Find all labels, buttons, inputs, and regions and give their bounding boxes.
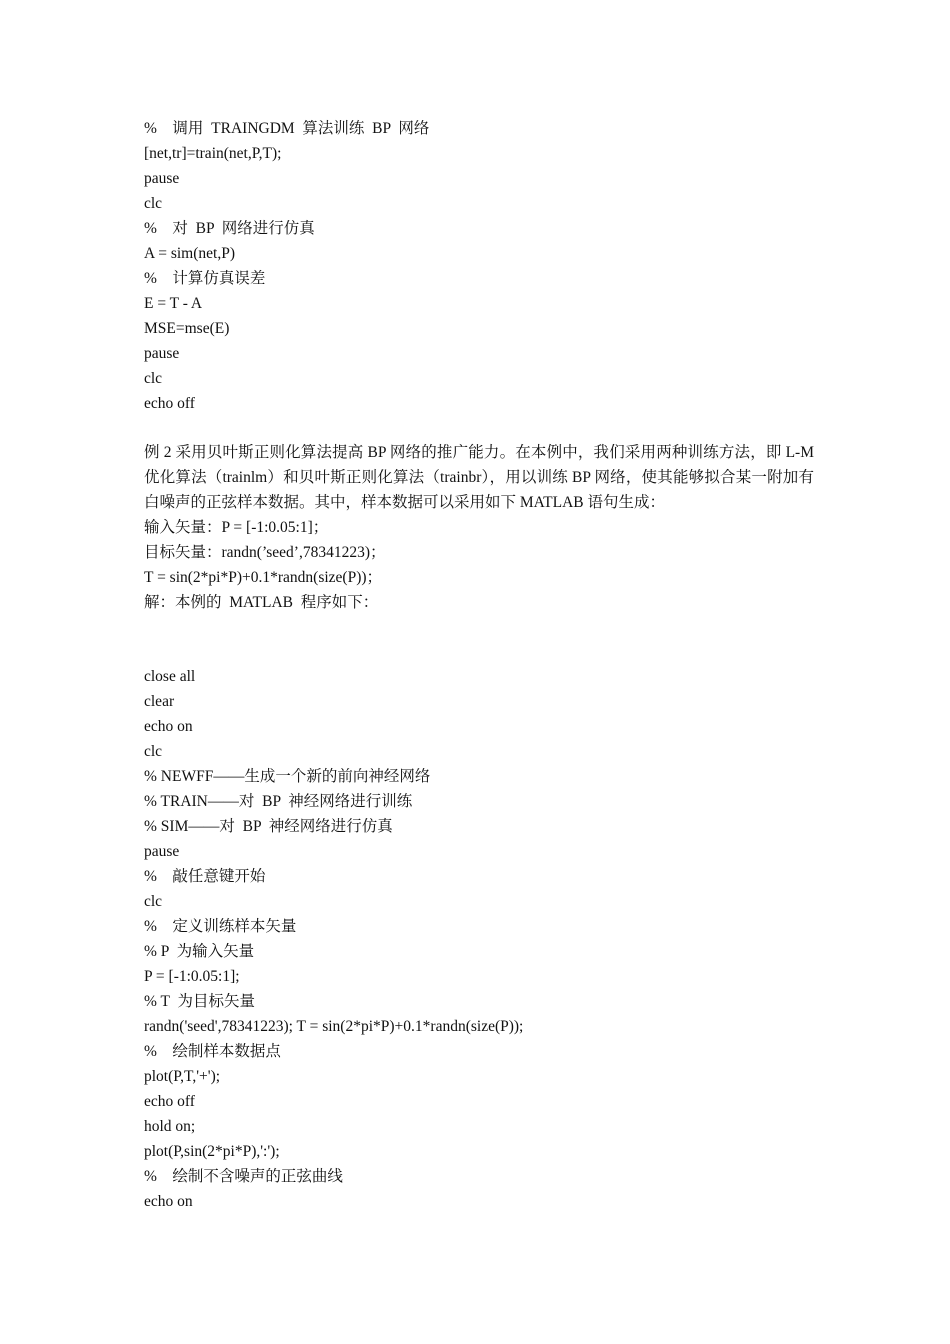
code-line: % 定义训练样本矢量 [144, 918, 297, 935]
code-line: E = T - A [144, 295, 203, 312]
code-line: clc [144, 370, 163, 387]
code-line: MSE=mse(E) [144, 320, 230, 337]
code-line: % TRAIN——对 BP 神经网络进行训练 [144, 793, 413, 810]
example-line: 目标矢量：randn(’seed’,78341223)； [144, 544, 386, 561]
example-block [144, 440, 814, 615]
code-line: [net,tr]=train(net,P,T); [144, 145, 282, 162]
example-paragraph: 例 2 采用贝叶斯正则化算法提高 BP 网络的推广能力。在本例中，我们采用两种训练方法，即 L-M 优化算法（trainlm）和贝叶斯正则化算法（trainbr），用以训练 BP 网络，使其能够拟合某一附加有白噪声的正弦样本数据。其中，样本数据可以采用如下 MATLAB 语句生成： [144, 444, 814, 511]
code-line: pause [144, 843, 180, 860]
code-line: randn('seed',78341223); T = sin(2*pi*P)+0.1*randn(size(P)); [144, 1018, 524, 1035]
example-line: T = sin(2*pi*P)+0.1*randn(size(P))； [144, 569, 383, 586]
code-line: % P 为输入矢量 [144, 943, 255, 960]
code-line: plot(P,T,'+'); [144, 1068, 221, 1085]
code-line: clc [144, 195, 163, 212]
code-line: clear [144, 693, 175, 710]
code-line: hold on; [144, 1118, 196, 1135]
program-code-block [144, 664, 814, 1214]
code-line: pause [144, 170, 180, 187]
code-line: % SIM——对 BP 神经网络进行仿真 [144, 818, 393, 835]
code-line: % 计算仿真误差 [144, 270, 266, 287]
code-line: clc [144, 893, 163, 910]
code-line: plot(P,sin(2*pi*P),':'); [144, 1143, 280, 1160]
code-line: % 绘制样本数据点 [144, 1043, 281, 1060]
code-line: pause [144, 345, 180, 362]
code-line: close all [144, 668, 196, 685]
example-line: 解：本例的 MATLAB 程序如下： [144, 594, 379, 611]
code-line: echo on [144, 718, 193, 735]
code-line: % 绘制不含噪声的正弦曲线 [144, 1168, 343, 1185]
code-line: echo off [144, 395, 195, 412]
code-line: P = [-1:0.05:1]; [144, 968, 240, 985]
code-line: % 对 BP 网络进行仿真 [144, 220, 315, 237]
code-line: clc [144, 743, 163, 760]
code-line: % NEWFF——生成一个新的前向神经网络 [144, 768, 431, 785]
top-code-block [144, 116, 814, 416]
example-line: 输入矢量：P = [-1:0.05:1]； [144, 519, 329, 536]
code-line: % 调用 TRAINGDM 算法训练 BP 网络 [144, 120, 430, 137]
code-line: % T 为目标矢量 [144, 993, 255, 1010]
code-line: echo on [144, 1193, 193, 1210]
code-line: echo off [144, 1093, 195, 1110]
code-line: A = sim(net,P) [144, 245, 235, 262]
code-line: % 敲任意键开始 [144, 868, 266, 885]
